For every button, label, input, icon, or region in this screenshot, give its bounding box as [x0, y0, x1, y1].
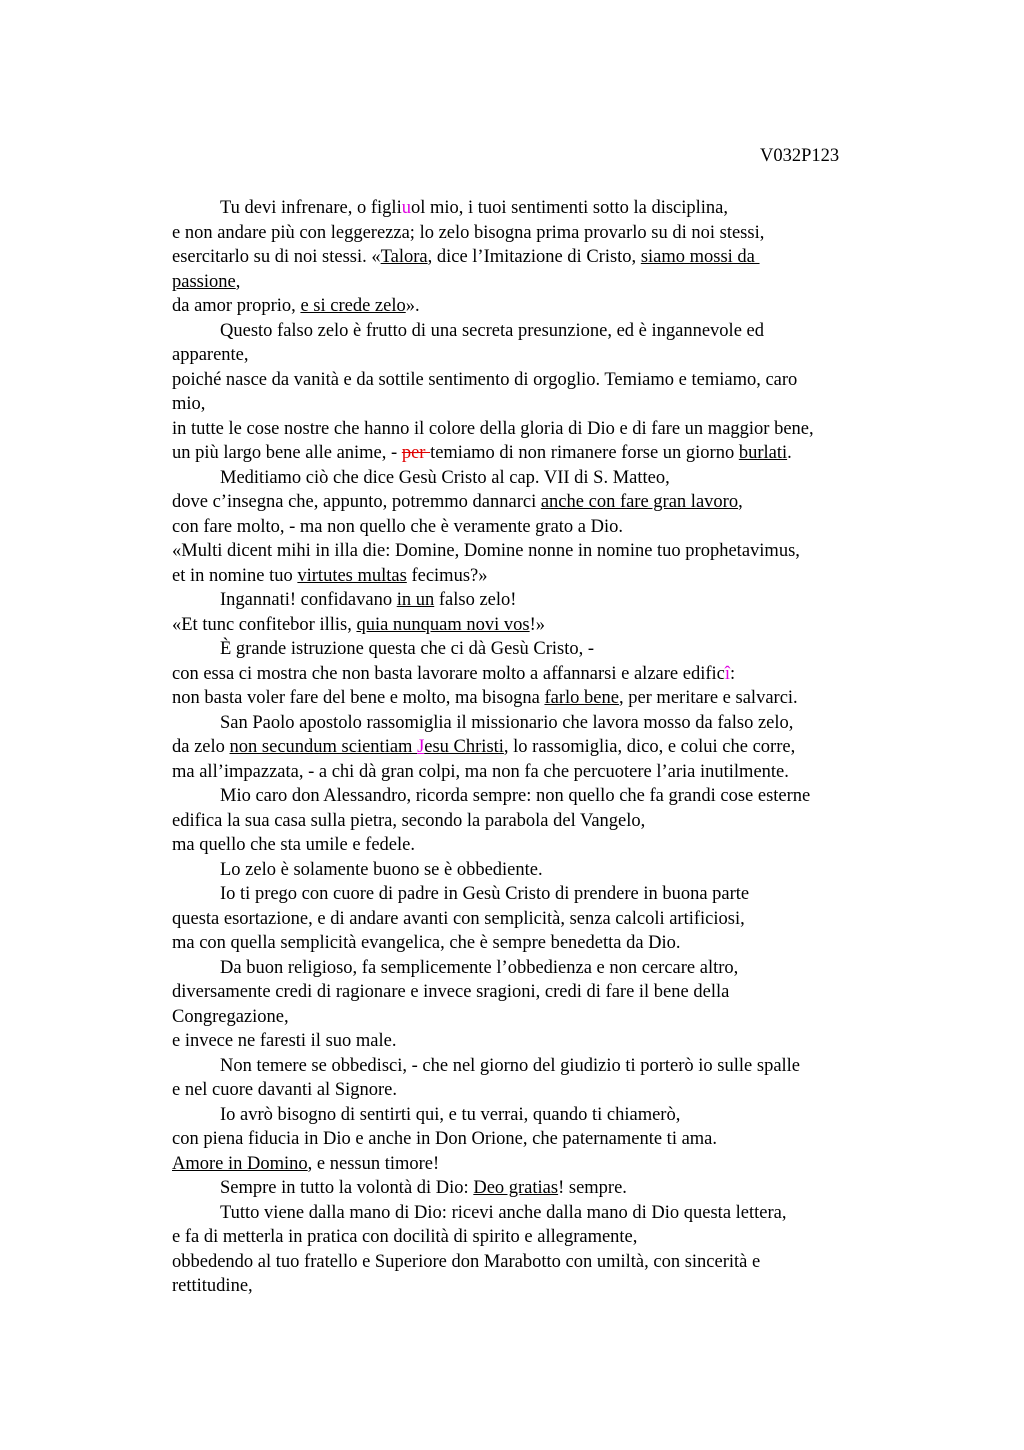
text-line — [172, 809, 902, 834]
text-line — [172, 490, 902, 515]
text-run: con essa ci mostra che non basta lavorare molto a affannarsi e alzare edific — [172, 663, 725, 684]
text-run: : — [730, 663, 736, 684]
text-run: Lo zelo è solamente buono se è obbediente. — [220, 859, 543, 880]
text-run: È grande istruzione questa che ci dà Gesù Cristo, - — [220, 639, 594, 659]
text-run: e nel cuore davanti al Signore. — [172, 1080, 397, 1100]
text-run: diversamente credi di ragionare e invece sragioni, credi di fare il bene della — [172, 982, 730, 1002]
text-run: esercitarlo su di noi stessi. « — [172, 247, 381, 267]
text-run-u: Amore in Domino — [172, 1153, 308, 1174]
text-run-u-mag: J — [417, 737, 425, 757]
text-line — [172, 539, 902, 564]
text-line — [172, 1201, 902, 1226]
text-line — [172, 784, 902, 809]
text-run-u: farlo bene — [544, 688, 619, 708]
text-run: con piena fiducia in Dio e anche in Don Orione, che paternamente ti ama. — [172, 1129, 718, 1149]
text-run: ol mio, i tuoi sentimenti sotto la disciplina, — [410, 198, 729, 218]
text-run-mag: î — [724, 663, 730, 684]
text-run: ma all’impazzata, - a chi dà gran colpi, ma non fa che percuotere l’aria inutilmente. — [172, 761, 789, 782]
text-run: questa esortazione, e di andare avanti con semplicità, senza calcoli artificiosi, — [172, 908, 745, 929]
text-run-u: e si crede zelo — [300, 296, 406, 316]
text-run: temiamo di non rimanere forse un giorno — [430, 443, 739, 463]
text-run: con fare molto, - ma non quello che è veramente grato a Dio. — [172, 516, 624, 537]
text-line — [172, 882, 902, 907]
text-run: dove c’insegna che, appunto, potremmo dannarci — [172, 492, 541, 512]
text-line — [172, 1103, 902, 1128]
text-run: apparente, — [172, 345, 249, 365]
text-line — [172, 294, 902, 319]
text-line — [172, 343, 902, 368]
text-line — [172, 1152, 902, 1177]
text-line — [172, 956, 902, 981]
text-run: da zelo — [172, 737, 230, 757]
text-line — [172, 1225, 902, 1250]
text-line — [172, 515, 902, 540]
text-line — [172, 907, 902, 932]
text-run: rettitudine, — [172, 1276, 253, 1296]
text-run-u: Talora — [380, 247, 428, 267]
text-line — [172, 196, 902, 221]
text-run: non basta voler fare del bene e molto, ma bisogna — [172, 688, 545, 708]
text-line — [172, 662, 902, 687]
text-run: «Et tunc confitebor illis, — [172, 614, 357, 635]
text-run: «Multi dicent mihi in illa die: Domine, Domine nonne in nomine tuo prophetavimus, — [172, 541, 800, 561]
text-line — [172, 931, 902, 956]
text-run: un più largo bene alle anime, - — [172, 443, 402, 463]
text-run: Sempre in tutto la volontà di Dio: — [220, 1178, 474, 1198]
text-line — [172, 564, 902, 589]
text-line — [172, 588, 902, 613]
letter-body — [172, 196, 902, 1299]
text-run: Io ti prego con cuore di padre in Gesù Cristo di prendere in buona parte — [220, 884, 750, 904]
text-line — [172, 441, 902, 466]
text-run-u: quia nunquam novi vos — [356, 614, 530, 635]
text-run: edifica la sua casa sulla pietra, secondo la parabola del Vangelo, — [172, 810, 646, 831]
text-line — [172, 1250, 902, 1275]
text-run: ! sempre. — [558, 1178, 627, 1198]
text-line — [172, 1005, 902, 1030]
text-line — [172, 711, 902, 736]
text-run: Da buon religioso, fa semplicemente l’obbedienza e non cercare altro, — [220, 957, 739, 978]
text-run: , — [738, 492, 743, 512]
text-line — [172, 368, 902, 393]
text-run: , lo rassomiglia, dico, e colui che corre, — [503, 737, 796, 757]
text-run: fecimus?» — [406, 565, 488, 586]
text-run: , — [235, 271, 241, 292]
text-run: in tutte le cose nostre che hanno il colore della gloria di Dio e di fare un maggior bene, — [172, 418, 814, 439]
text-run: et in nomine tuo — [172, 565, 298, 586]
text-line — [172, 319, 902, 344]
text-run: Congregazione, — [172, 1006, 289, 1027]
text-run-u: virtutes multas — [297, 565, 407, 586]
text-run-u: Deo gratias — [473, 1178, 559, 1198]
text-line — [172, 270, 902, 295]
text-run: da amor proprio, — [172, 296, 301, 316]
text-run-u: esu Christi — [424, 737, 504, 757]
text-line — [172, 417, 902, 442]
text-run: , per meritare e salvarci. — [618, 688, 798, 708]
text-run: Ingannati! confidavano — [220, 590, 397, 610]
text-line — [172, 637, 902, 662]
text-line — [172, 221, 902, 246]
text-run: San Paolo apostolo rassomiglia il missionario che lavora mosso da falso zelo, — [220, 712, 794, 733]
text-run-u: siamo mossi da — [640, 247, 760, 267]
text-run-mag: u — [401, 198, 411, 218]
text-line — [172, 1274, 902, 1299]
text-line — [172, 466, 902, 491]
text-run: e invece ne faresti il suo male. — [172, 1031, 397, 1051]
text-run: , e nessun timore! — [307, 1153, 440, 1174]
text-run-u: non secundum scientiam — [229, 737, 418, 757]
text-run: poiché nasce da vanità e da sottile sentimento di orgoglio. Temiamo e temiamo, caro — [172, 369, 798, 390]
text-line — [172, 392, 902, 417]
text-run: Questo falso zelo è frutto di una secreta presunzione, ed è ingannevole ed — [220, 320, 764, 341]
text-run: Tu devi infrenare, o figli — [220, 198, 402, 218]
text-run-u: anche con fare gran lavoro — [540, 492, 739, 512]
text-run: Non temere se obbedisci, - che nel giorno del giudizio ti porterò io sulle spalle — [220, 1055, 801, 1076]
text-run: Mio caro don Alessandro, ricorda sempre: non quello che fa grandi cose esterne — [220, 786, 811, 806]
text-run: ». — [405, 296, 420, 316]
text-run: e fa di metterla in pratica con docilità di spirito e allegramente, — [172, 1227, 638, 1247]
text-run: ma quello che sta umile e fedele. — [172, 835, 415, 855]
text-run: obbedendo al tuo fratello e Superiore don Marabotto con umiltà, con sincerità e — [172, 1251, 761, 1272]
text-run: mio, — [172, 394, 206, 414]
text-line — [172, 686, 902, 711]
text-line — [172, 245, 902, 270]
text-run-u: passione — [172, 271, 236, 292]
text-line — [172, 858, 902, 883]
text-run: falso zelo! — [434, 590, 517, 610]
text-run-del: per — [401, 443, 431, 463]
text-line — [172, 735, 902, 760]
text-run: Io avrò bisogno di sentirti qui, e tu verrai, quando ti chiamerò, — [220, 1104, 681, 1125]
text-line — [172, 613, 902, 638]
text-line — [172, 980, 902, 1005]
text-line — [172, 760, 902, 785]
text-line — [172, 1127, 902, 1152]
text-run: ma con quella semplicità evangelica, che è sempre benedetta da Dio. — [172, 933, 681, 953]
text-line — [172, 1176, 902, 1201]
text-run: !» — [529, 614, 546, 635]
text-run-u: burlati — [738, 443, 788, 463]
text-run: Meditiamo ciò che dice Gesù Cristo al cap. VII di S. Matteo, — [220, 467, 670, 488]
text-run: . — [787, 443, 792, 463]
text-run: e non andare più con leggerezza; lo zelo bisogna prima provarlo su di noi stessi, — [172, 222, 765, 243]
text-line — [172, 1029, 902, 1054]
text-run-u: in un — [396, 590, 435, 610]
text-line — [172, 1078, 902, 1103]
text-run: , dice l’Imitazione di Cristo, — [427, 247, 641, 267]
text-run: Tutto viene dalla mano di Dio: ricevi anche dalla mano di Dio questa lettera, — [220, 1202, 787, 1223]
page-identifier: V032P123 — [760, 146, 840, 166]
text-line — [172, 833, 902, 858]
text-line — [172, 1054, 902, 1079]
